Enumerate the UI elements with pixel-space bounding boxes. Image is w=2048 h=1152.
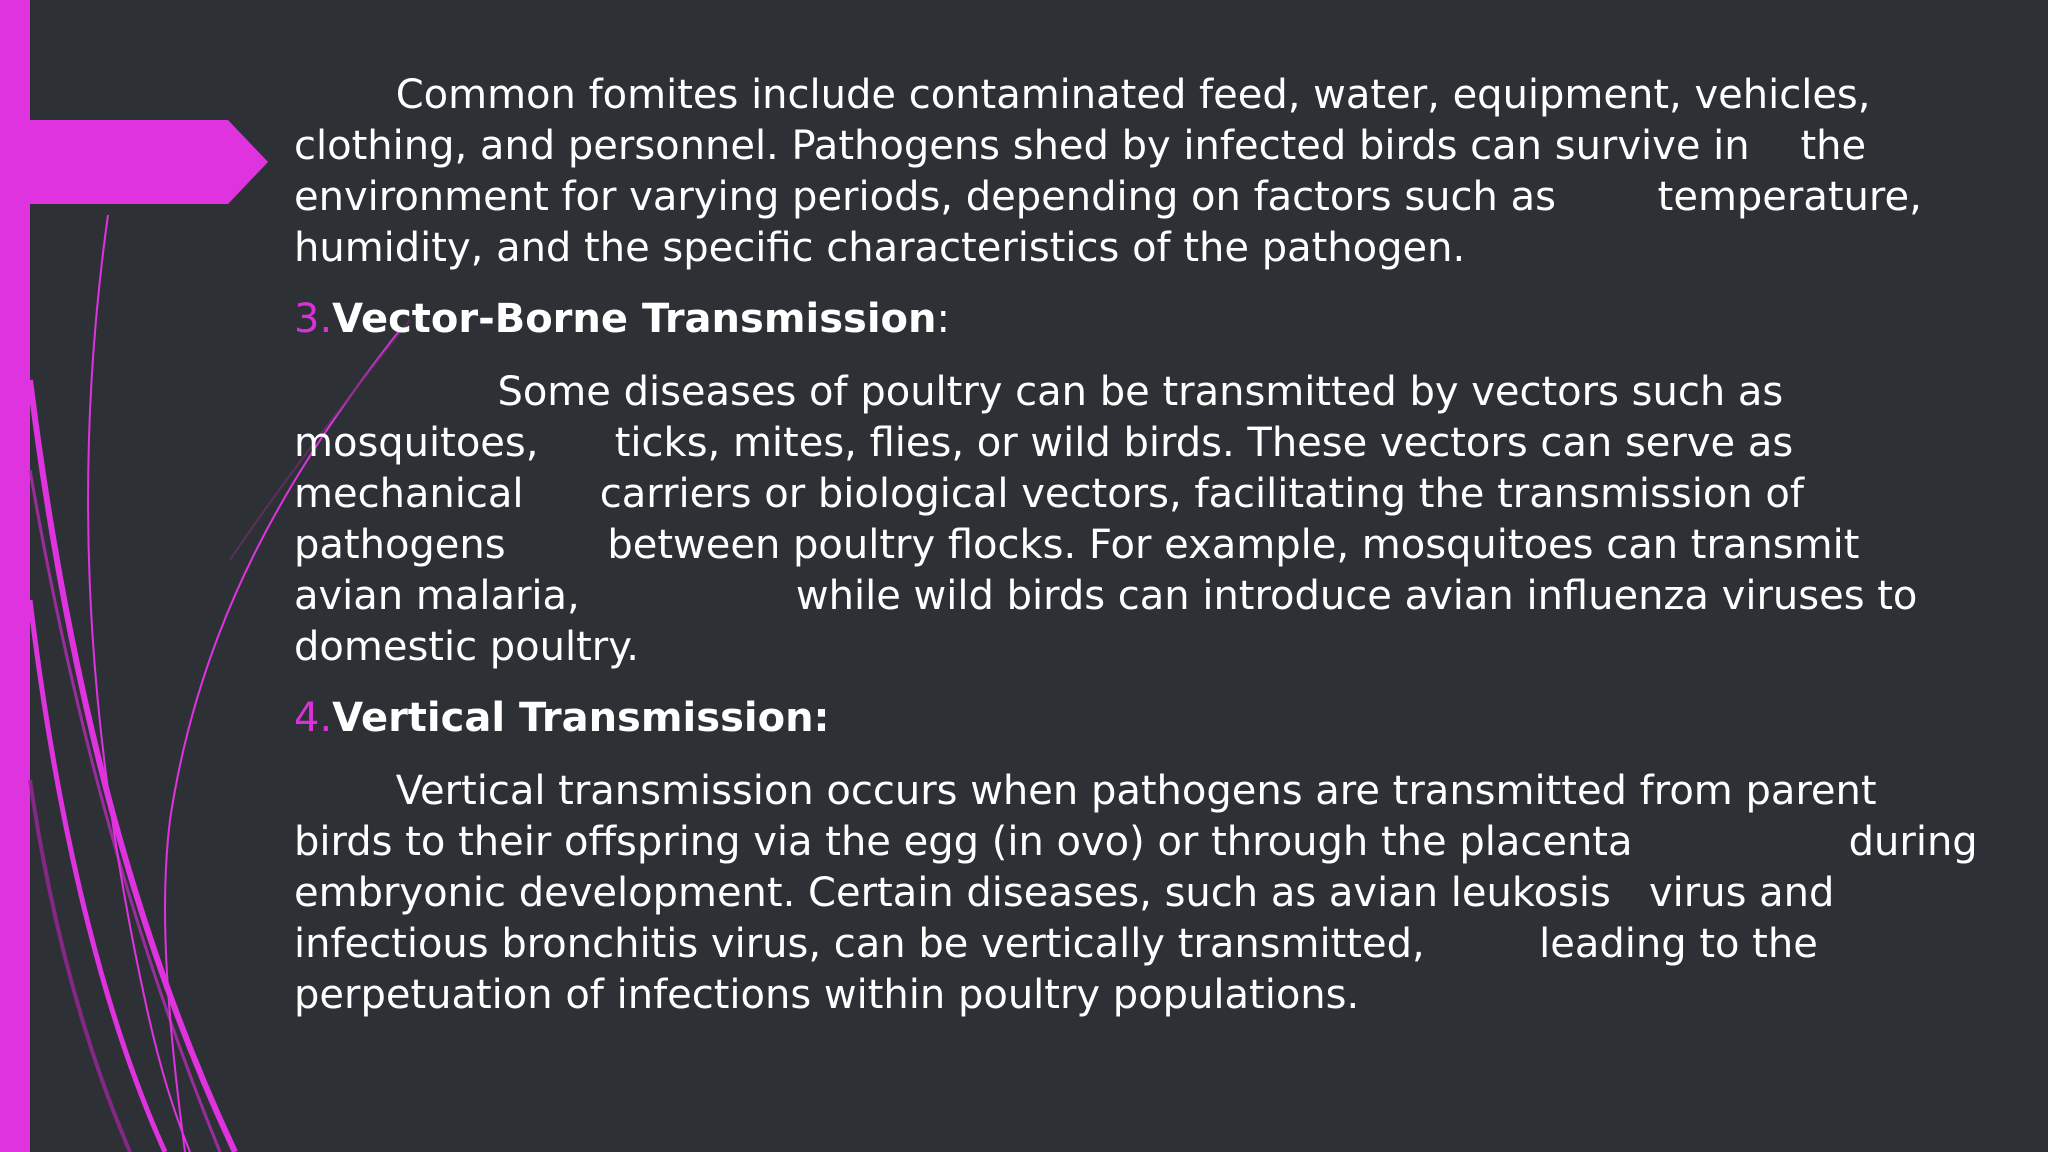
heading-number: 4.: [294, 695, 333, 741]
heading-suffix: :: [936, 296, 950, 342]
text-line: infectious bronchitis virus, can be vertically transmitted, leading to the: [294, 921, 1818, 967]
text-line: Vertical transmission occurs when pathogens are transmitted from parent: [294, 768, 1877, 814]
text-line: perpetuation of infections within poultry populations.: [294, 972, 1360, 1018]
text-line: clothing, and personnel. Pathogens shed by infected birds can survive in the: [294, 123, 1867, 169]
text-line: Common fomites include contaminated feed, water, equipment, vehicles,: [294, 72, 1871, 118]
heading-title: Vertical Transmission:: [332, 695, 830, 741]
text-line: humidity, and the specific characteristics of the pathogen.: [294, 225, 1466, 271]
paragraph-vector-borne: [294, 367, 1994, 673]
text-line: mechanical carriers or biological vectors, facilitating the transmission of: [294, 471, 1804, 517]
text-line: embryonic development. Certain diseases, such as avian leukosis virus and: [294, 870, 1835, 916]
heading-number: 3.: [294, 296, 333, 342]
text-line: environment for varying periods, depending on factors such as temperature,: [294, 174, 1922, 220]
heading-title: Vector-Borne Transmission: [332, 296, 937, 342]
slide-body: [294, 70, 1994, 1021]
text-line: Some diseases of poultry can be transmitted by vectors such as: [294, 369, 1784, 415]
text-line: mosquitoes, ticks, mites, flies, or wild birds. These vectors can serve as: [294, 420, 1794, 466]
heading-vector-borne: [294, 294, 1994, 345]
text-line: birds to their offspring via the egg (in ovo) or through the placenta during: [294, 819, 1978, 865]
heading-vertical: [294, 693, 1994, 744]
paragraph-fomites: [294, 70, 1994, 274]
decor-curve-1: [30, 380, 235, 1152]
text-line: avian malaria, while wild birds can introduce avian influenza viruses to: [294, 573, 1918, 619]
text-line: pathogens between poultry flocks. For example, mosquitoes can transmit: [294, 522, 1860, 568]
paragraph-vertical: [294, 766, 1994, 1021]
text-line: domestic poultry.: [294, 624, 639, 670]
accent-arrow-tab: [0, 120, 268, 204]
